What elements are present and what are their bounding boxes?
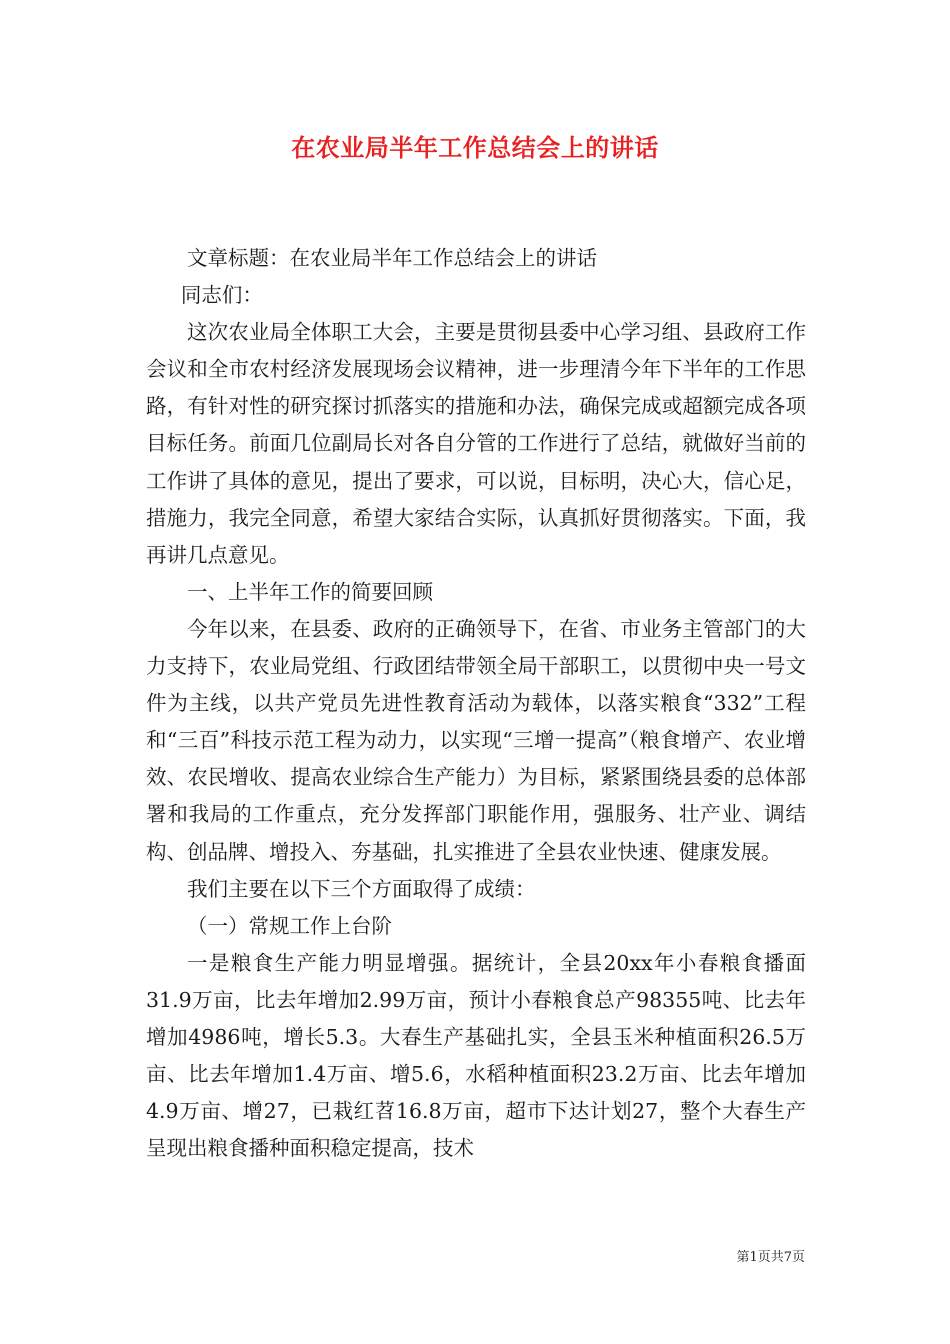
document-title: 在农业局半年工作总结会上的讲话 <box>291 133 659 162</box>
paragraph-grain-production: 一是粮食生产能力明显增强。据统计，全县20xx年小春粮食播面31.9万亩，比去年增加2.99万亩，预计小春粮食总产98355吨、比去年增加4986吨，增长5.3。大春生产基础扎实，全县玉米种植面积26.5万亩、比去年增加1.4万亩、增5.6，水稻种植面积23.2万亩、比去年增加4.9万亩、增27，已栽红苕16.8万亩，超市下达计划27，整个大春生产呈现出粮食播种面积稳定提高，技术 <box>146 950 806 1161</box>
subsection-heading-1: （一）常规工作上台阶 <box>187 913 392 938</box>
paragraph-achievements-intro: 我们主要在以下三个方面取得了成绩： <box>187 876 536 901</box>
document-body <box>146 240 806 1167</box>
page-number: 第1页共7页 <box>736 1250 805 1265</box>
article-title-line: 文章标题：在农业局半年工作总结会上的讲话 <box>187 246 597 270</box>
salutation: 同志们： <box>180 283 263 308</box>
paragraph-intro: 这次农业局全体职工大会，主要是贯彻县委中心学习组、县政府工作会议和全市农村经济发展现场会议精神，进一步理清今年下半年的工作思路，有针对性的研究探讨抓落实的措施和办法，确保完成或超额完成各项目标任务。前面几位副局长对各自分管的工作进行了总结，就做好当前的工作讲了具体的意见，提出了要求，可以说，目标明，决心大，信心足，措施力，我完全同意，希望大家结合实际，认真抓好贯彻落实。下面，我再讲几点意见。 <box>146 320 806 567</box>
paragraph-review: 今年以来，在县委、政府的正确领导下，在省、市业务主管部门的大力支持下，农业局党组、行政团结带领全局干部职工，以贯彻中央一号文件为主线，以共产党员先进性教育活动为载体，以落实粮食“332”工程和“三百”科技示范工程为动力，以实现“三增一提高”（粮食增产、农业增效、农民增收、提高农业综合生产能力）为目标，紧紧围绕县委的总体部署和我局的工作重点，充分发挥部门职能作用，强服务、壮产业、调结构、创品牌、增投入、夯基础，扎实推进了全县农业快速、健康发展。 <box>146 616 806 864</box>
section-heading-1: 一、上半年工作的简要回顾 <box>187 579 433 604</box>
